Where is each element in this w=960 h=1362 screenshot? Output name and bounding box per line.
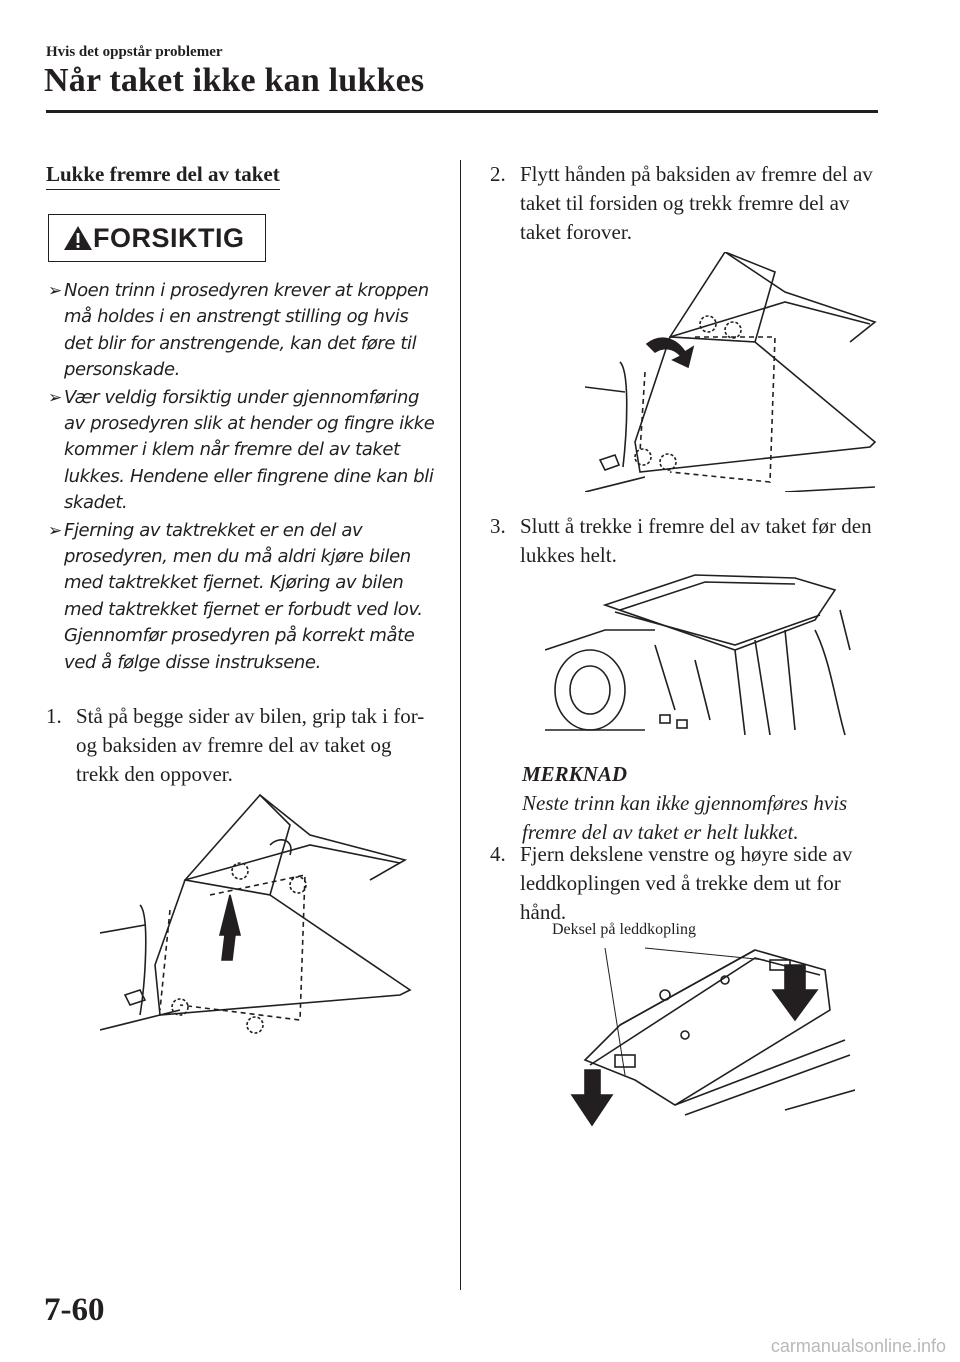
note-block — [522, 760, 892, 847]
arrow-bullet-icon: ➢ — [48, 520, 62, 541]
step-number: 2. — [490, 162, 506, 186]
step-text: Slutt å trekke i fremre del av taket før den lukkes helt. — [520, 514, 872, 567]
caution-item — [48, 385, 440, 517]
step-3 — [490, 512, 890, 570]
page-number: 7-60 — [44, 1292, 105, 1328]
step-2 — [490, 160, 890, 247]
caution-item — [48, 518, 440, 676]
figure-roof-nearly-closed — [545, 570, 865, 740]
step-1 — [46, 702, 436, 789]
arrow-bullet-icon: ➢ — [48, 387, 62, 408]
figure-roof-pull-forward — [585, 252, 885, 492]
section-label: Hvis det oppstår problemer — [46, 44, 223, 60]
column-divider — [460, 160, 461, 1290]
step-number: 1. — [46, 704, 62, 728]
figure-roof-lift-up — [100, 785, 420, 1040]
figure-callout-label: Deksel på leddkopling — [552, 921, 696, 938]
caution-item — [48, 278, 440, 384]
warning-triangle-icon — [63, 225, 93, 251]
caution-list — [48, 278, 440, 677]
step-4 — [490, 840, 890, 927]
watermark: carmanualsonline.info — [770, 1336, 946, 1356]
step-text: Flytt hånden på baksiden av fremre del av taket til forsiden og trekk fremre del av taket forover. — [520, 162, 873, 244]
caution-label: FORSIKTIG — [93, 222, 245, 253]
header-rule — [46, 110, 878, 113]
caution-text: Fjerning av taktrekket er en del av prosedyren, men du må aldri kjøre bilen med taktrekket fjernet. Kjøring av bilen med taktrekket fjernet er forbudt ved lov. Gjennomfør prosedyren på korrekt måte ved å følge disse instruksene. — [64, 519, 423, 673]
step-number: 3. — [490, 514, 506, 538]
caution-box — [48, 214, 266, 262]
note-title: MERKNAD — [522, 762, 628, 786]
chapter-title: Når taket ikke kan lukkes — [44, 62, 425, 99]
subheading: Lukke fremre del av taket — [46, 162, 280, 190]
step-number: 4. — [490, 842, 506, 866]
step-text: Stå på begge sider av bilen, grip tak i for- og baksiden av fremre del av taket og trekk den oppover. — [76, 704, 425, 786]
arrow-bullet-icon: ➢ — [48, 281, 62, 301]
note-text: Neste trinn kan ikke gjennomføres hvis fremre del av taket er helt lukket. — [522, 791, 848, 844]
caution-text: Vær veldig forsiktig under gjennomføring av prosedyren slik at hender og fingre ikke kommer i klem når fremre del av taket lukkes. Hendene eller fingrene dine kan bli skadet. — [64, 386, 435, 514]
step-text: Fjern dekslene venstre og høyre side av leddkoplingen ved å trekke dem ut for hånd. — [520, 842, 853, 924]
figure-link-cover-removal — [545, 940, 855, 1130]
caution-text: Noen trinn i prosedyren krever at kroppen må holdes i en anstrengt stilling og hvis det blir for anstrengende, kan det føre til personskade. — [64, 280, 429, 381]
